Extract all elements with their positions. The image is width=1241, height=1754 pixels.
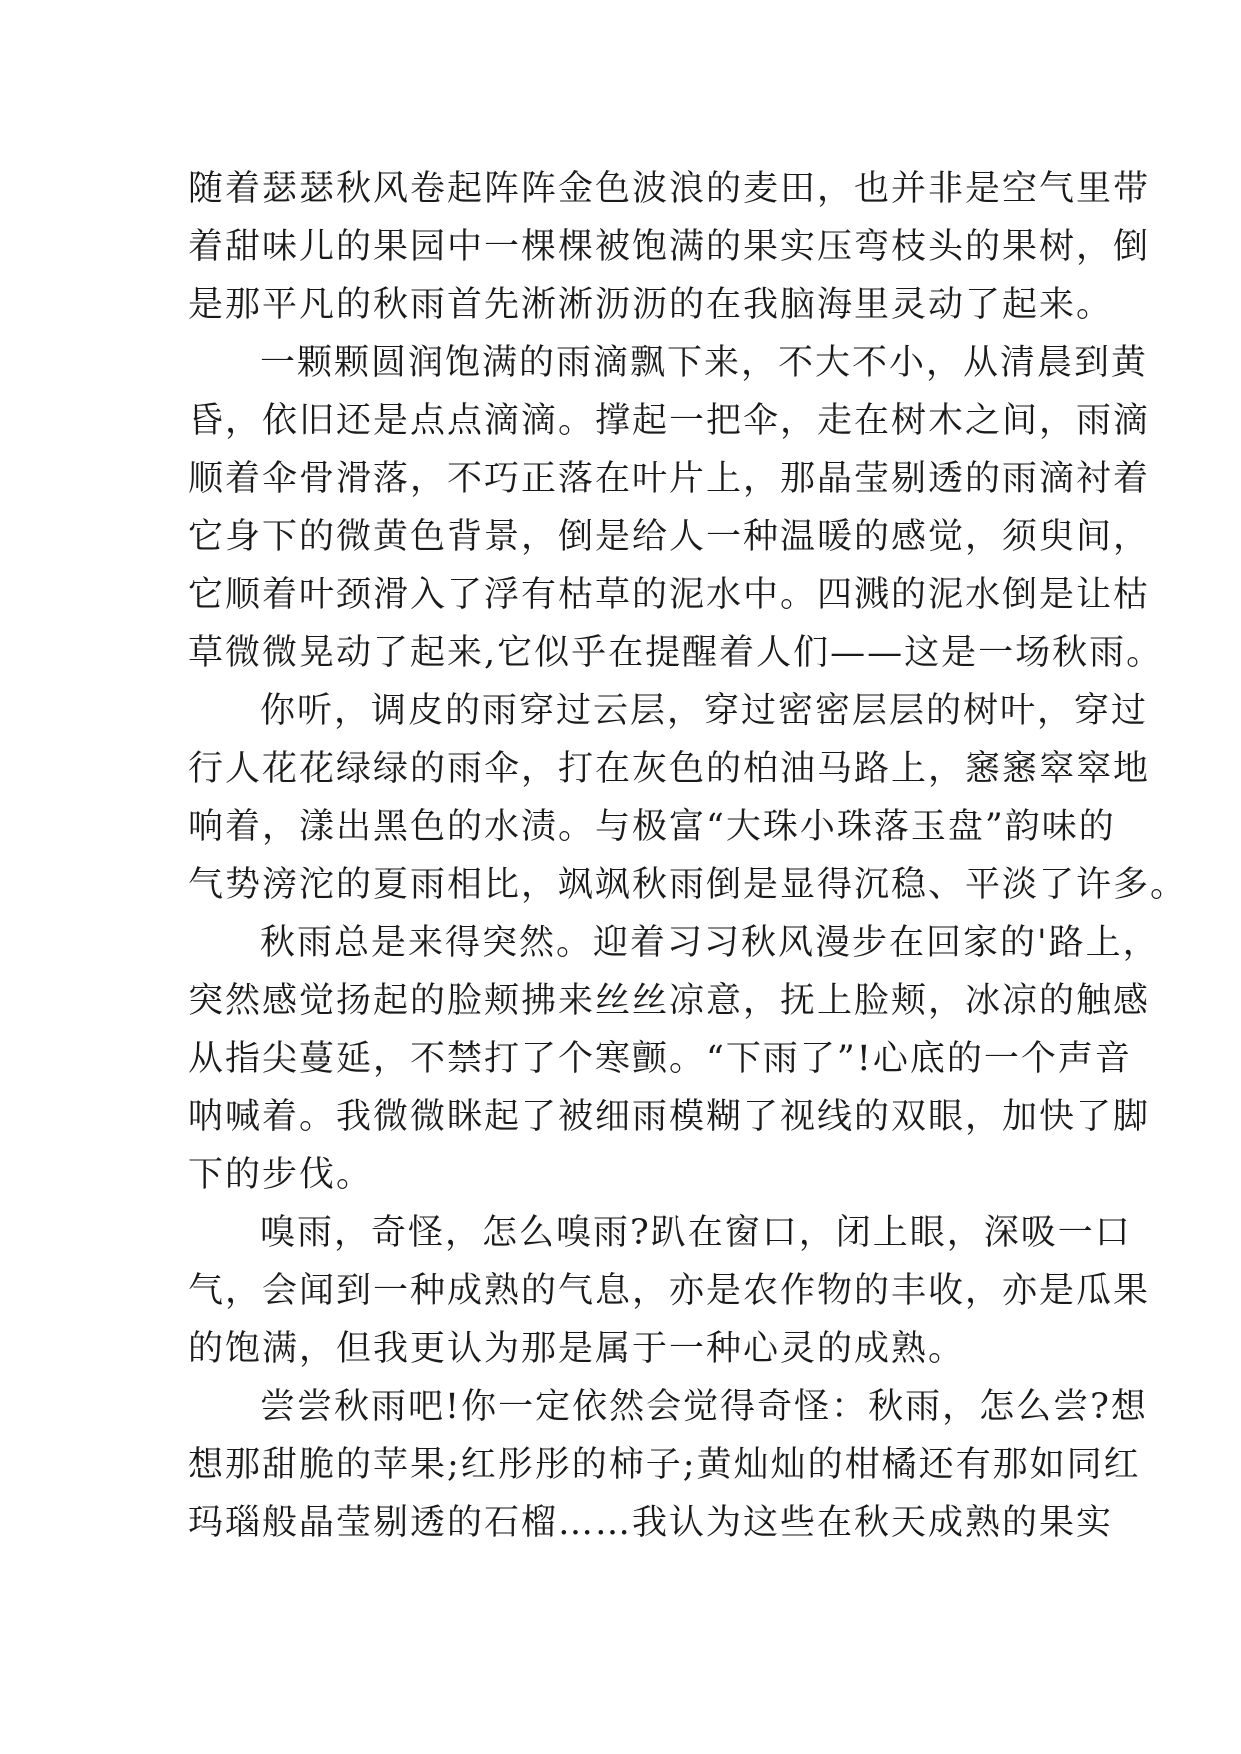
- text-line: 气势滂沱的夏雨相比，飒飒秋雨倒是显得沉稳、平淡了许多。: [188, 865, 1188, 905]
- text-line: 气，会闻到一种成熟的气息，亦是农作物的丰收，亦是瓜果: [188, 1271, 1151, 1311]
- text-line: 突然感觉扬起的脸颊拂来丝丝凉意，抚上脸颊，冰凉的触感: [188, 981, 1151, 1021]
- text-line: 它身下的微黄色背景，倒是给人一种温暖的感觉，须臾间，: [188, 517, 1151, 557]
- text-line: 行人花花绿绿的雨伞，打在灰色的柏油马路上，窸窸窣窣地: [188, 749, 1151, 789]
- text-line: 从指尖蔓延，不禁打了个寒颤。“下雨了”!心底的一个声音: [188, 1039, 1132, 1079]
- text-line: 想那甜脆的苹果;红彤彤的柿子;黄灿灿的柑橘还有那如同红: [188, 1445, 1141, 1485]
- text-line: 一颗颗圆润饱满的雨滴飘下来，不大不小，从清晨到黄: [260, 343, 1149, 383]
- text-line: 呐喊着。我微微眯起了被细雨模糊了视线的双眼，加快了脚: [188, 1097, 1151, 1137]
- text-line: 嗅雨，奇怪，怎么嗅雨?趴在窗口，闭上眼，深吸一口: [260, 1213, 1132, 1253]
- text-line: 响着，漾出黑色的水渍。与极富“大珠小珠落玉盘”韵味的: [188, 807, 1116, 847]
- document-body: [188, 160, 1188, 1552]
- text-line: 下的步伐。: [188, 1155, 374, 1195]
- text-line: 着甜味儿的果园中一棵棵被饱满的果实压弯枝头的果树，倒: [188, 227, 1151, 267]
- text-line: 尝尝秋雨吧!你一定依然会觉得奇怪：秋雨，怎么尝?想: [260, 1387, 1148, 1427]
- text-line: 顺着伞骨滑落，不巧正落在叶片上，那晶莹剔透的雨滴衬着: [188, 459, 1151, 499]
- text-line: 它顺着叶颈滑入了浮有枯草的泥水中。四溅的泥水倒是让枯: [188, 575, 1151, 615]
- text-line: 随着瑟瑟秋风卷起阵阵金色波浪的麦田，也并非是空气里带: [188, 169, 1151, 209]
- text-line: 昏，依旧还是点点滴滴。撑起一把伞，走在树木之间，雨滴: [188, 401, 1151, 441]
- text-line: 草微微晃动了起来,它似乎在提醒着人们——这是一场秋雨。: [188, 633, 1164, 673]
- text-line: 是那平凡的秋雨首先淅淅沥沥的在我脑海里灵动了起来。: [188, 285, 1114, 325]
- text-line: 玛瑙般晶莹剔透的石榴……我认为这些在秋天成熟的果实: [188, 1503, 1114, 1543]
- text-line: 的饱满，但我更认为那是属于一种心灵的成熟。: [188, 1329, 966, 1369]
- text-line: 秋雨总是来得突然。迎着习习秋风漫步在回家的'路上，: [260, 923, 1160, 963]
- text-line: 你听，调皮的雨穿过云层，穿过密密层层的树叶，穿过: [260, 691, 1149, 731]
